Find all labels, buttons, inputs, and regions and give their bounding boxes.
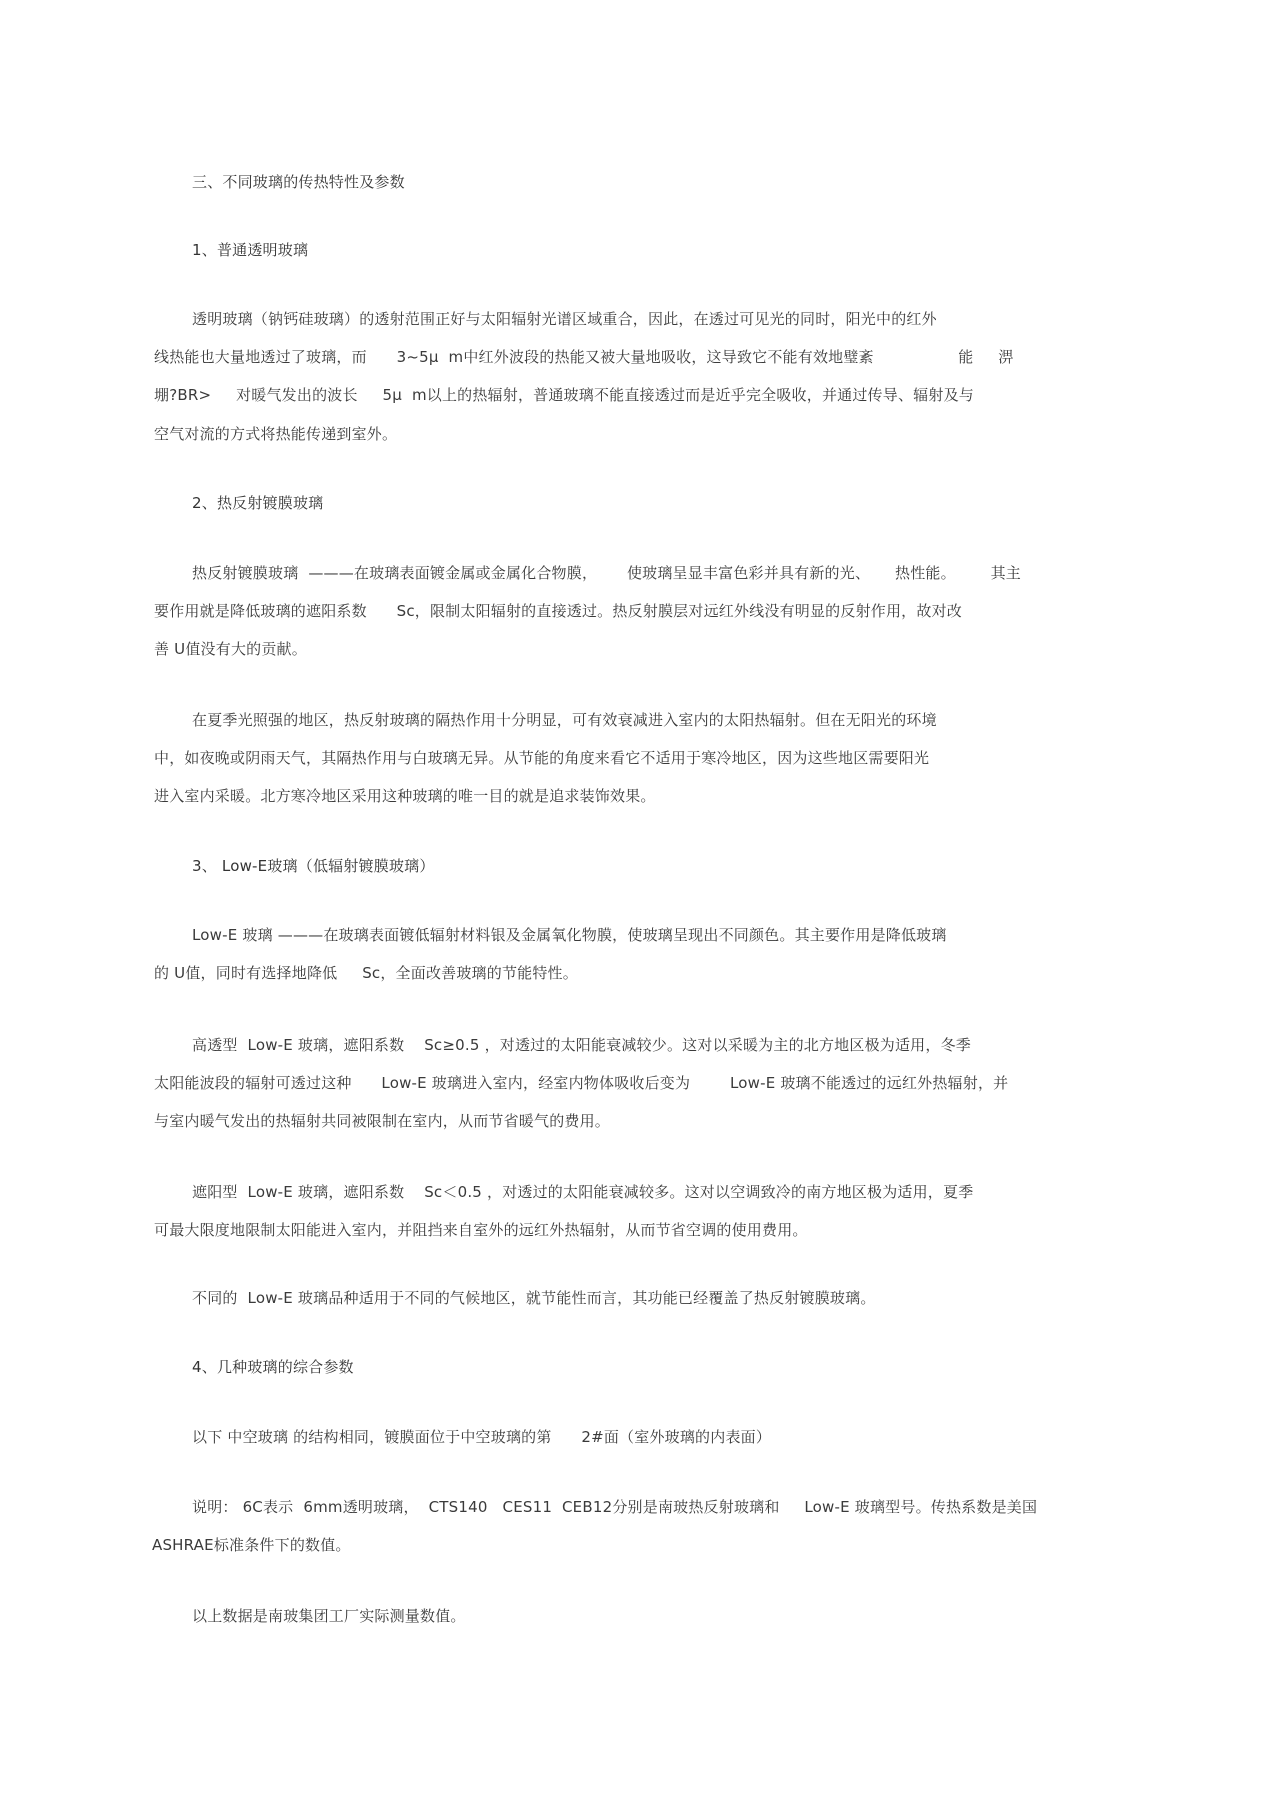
paragraph-line: 不同的 Low-E 玻璃品种适用于不同的气候地区，就节能性而言，其功能已经覆盖了热反射镀膜玻璃。 <box>192 1289 876 1307</box>
paragraph-line: 以下 中空玻璃 的结构相同，镀膜面位于中空玻璃的第 2#面（室外玻璃的内表面） <box>192 1428 772 1446</box>
section-title: 三、不同玻璃的传热特性及参数 <box>192 173 405 191</box>
paragraph-line: 遮阳型 Low-E 玻璃，遮阳系数 Sc＜0.5 ，对透过的太阳能衰减较多。这对以空调致冷的南方地区极为适用，夏季 <box>192 1183 974 1201</box>
heading-composite-parameters: 4、几种玻璃的综合参数 <box>192 1358 354 1376</box>
paragraph-line: ASHRAE标准条件下的数值。 <box>152 1536 351 1554</box>
paragraph-line: 以上数据是南玻集团工厂实际测量数值。 <box>192 1607 466 1625</box>
paragraph-line: 高透型 Low-E 玻璃，遮阳系数 Sc≥0.5 ，对透过的太阳能衰减较少。这对以采暖为主的北方地区极为适用，冬季 <box>192 1036 971 1054</box>
paragraph-line: 要作用就是降低玻璃的遮阳系数 Sc，限制太阳辐射的直接透过。热反射膜层对远红外线没有明显的反射作用，故对改 <box>154 602 962 620</box>
paragraph-line: 中，如夜晚或阴雨天气，其隔热作用与白玻璃无异。从节能的角度来看它不适用于寒冷地区，因为这些地区需要阳光 <box>154 749 930 767</box>
paragraph-line: 与室内暖气发出的热辐射共同被限制在室内，从而节省暖气的费用。 <box>154 1112 611 1130</box>
paragraph-line: 空气对流的方式将热能传递到室外。 <box>154 425 398 443</box>
paragraph-line: 在夏季光照强的地区，热反射玻璃的隔热作用十分明显，可有效衰减进入室内的太阳热辐射。但在无阳光的环境 <box>192 711 937 729</box>
paragraph-line: 的 U值，同时有选择地降低 Sc，全面改善玻璃的节能特性。 <box>154 964 578 982</box>
paragraph-line: 热反射镀膜玻璃 ———在玻璃表面镀金属或金属化合物膜， 使玻璃呈显丰富色彩并具有新的光、 热性能。 其主 <box>192 564 1021 582</box>
paragraph-line: 太阳能波段的辐射可透过这种 Low-E 玻璃进入室内，经室内物体吸收后变为 Low-E 玻璃不能透过的远红外热辐射，并 <box>154 1074 1009 1092</box>
paragraph-line: 线热能也大量地透过了玻璃，而 3~5μ m中红外波段的热能又被大量地吸收，这导致它不能有效地璧紊 能 淠 <box>154 348 1014 366</box>
heading-heat-reflective-glass: 2、热反射镀膜玻璃 <box>192 494 324 512</box>
heading-low-e-glass: 3、 Low-E玻璃（低辐射镀膜玻璃） <box>192 857 435 875</box>
paragraph-line: 善 U值没有大的贡献。 <box>154 640 307 658</box>
paragraph-line: 堋?BR> 对暖气发出的波长 5μ m以上的热辐射，普通玻璃不能直接透过而是近乎完全吸收，并通过传导、辐射及与 <box>154 386 974 404</box>
paragraph-line: 说明： 6C表示 6mm透明玻璃， CTS140 CES11 CEB12分别是南玻热反射玻璃和 Low-E 玻璃型号。传热系数是美国 <box>192 1498 1038 1516</box>
paragraph-line: Low-E 玻璃 ———在玻璃表面镀低辐射材料银及金属氧化物膜，使玻璃呈现出不同颜色。其主要作用是降低玻璃 <box>192 926 947 944</box>
paragraph-line: 进入室内采暖。北方寒冷地区采用这种玻璃的唯一目的就是追求装饰效果。 <box>154 787 656 805</box>
paragraph-line: 透明玻璃（钠钙硅玻璃）的透射范围正好与太阳辐射光谱区域重合，因此，在透过可见光的同时，阳光中的红外 <box>192 310 937 328</box>
paragraph-line: 可最大限度地限制太阳能进入室内，并阻挡来自室外的远红外热辐射，从而节省空调的使用费用。 <box>154 1221 808 1239</box>
heading-clear-glass: 1、普通透明玻璃 <box>192 241 309 259</box>
